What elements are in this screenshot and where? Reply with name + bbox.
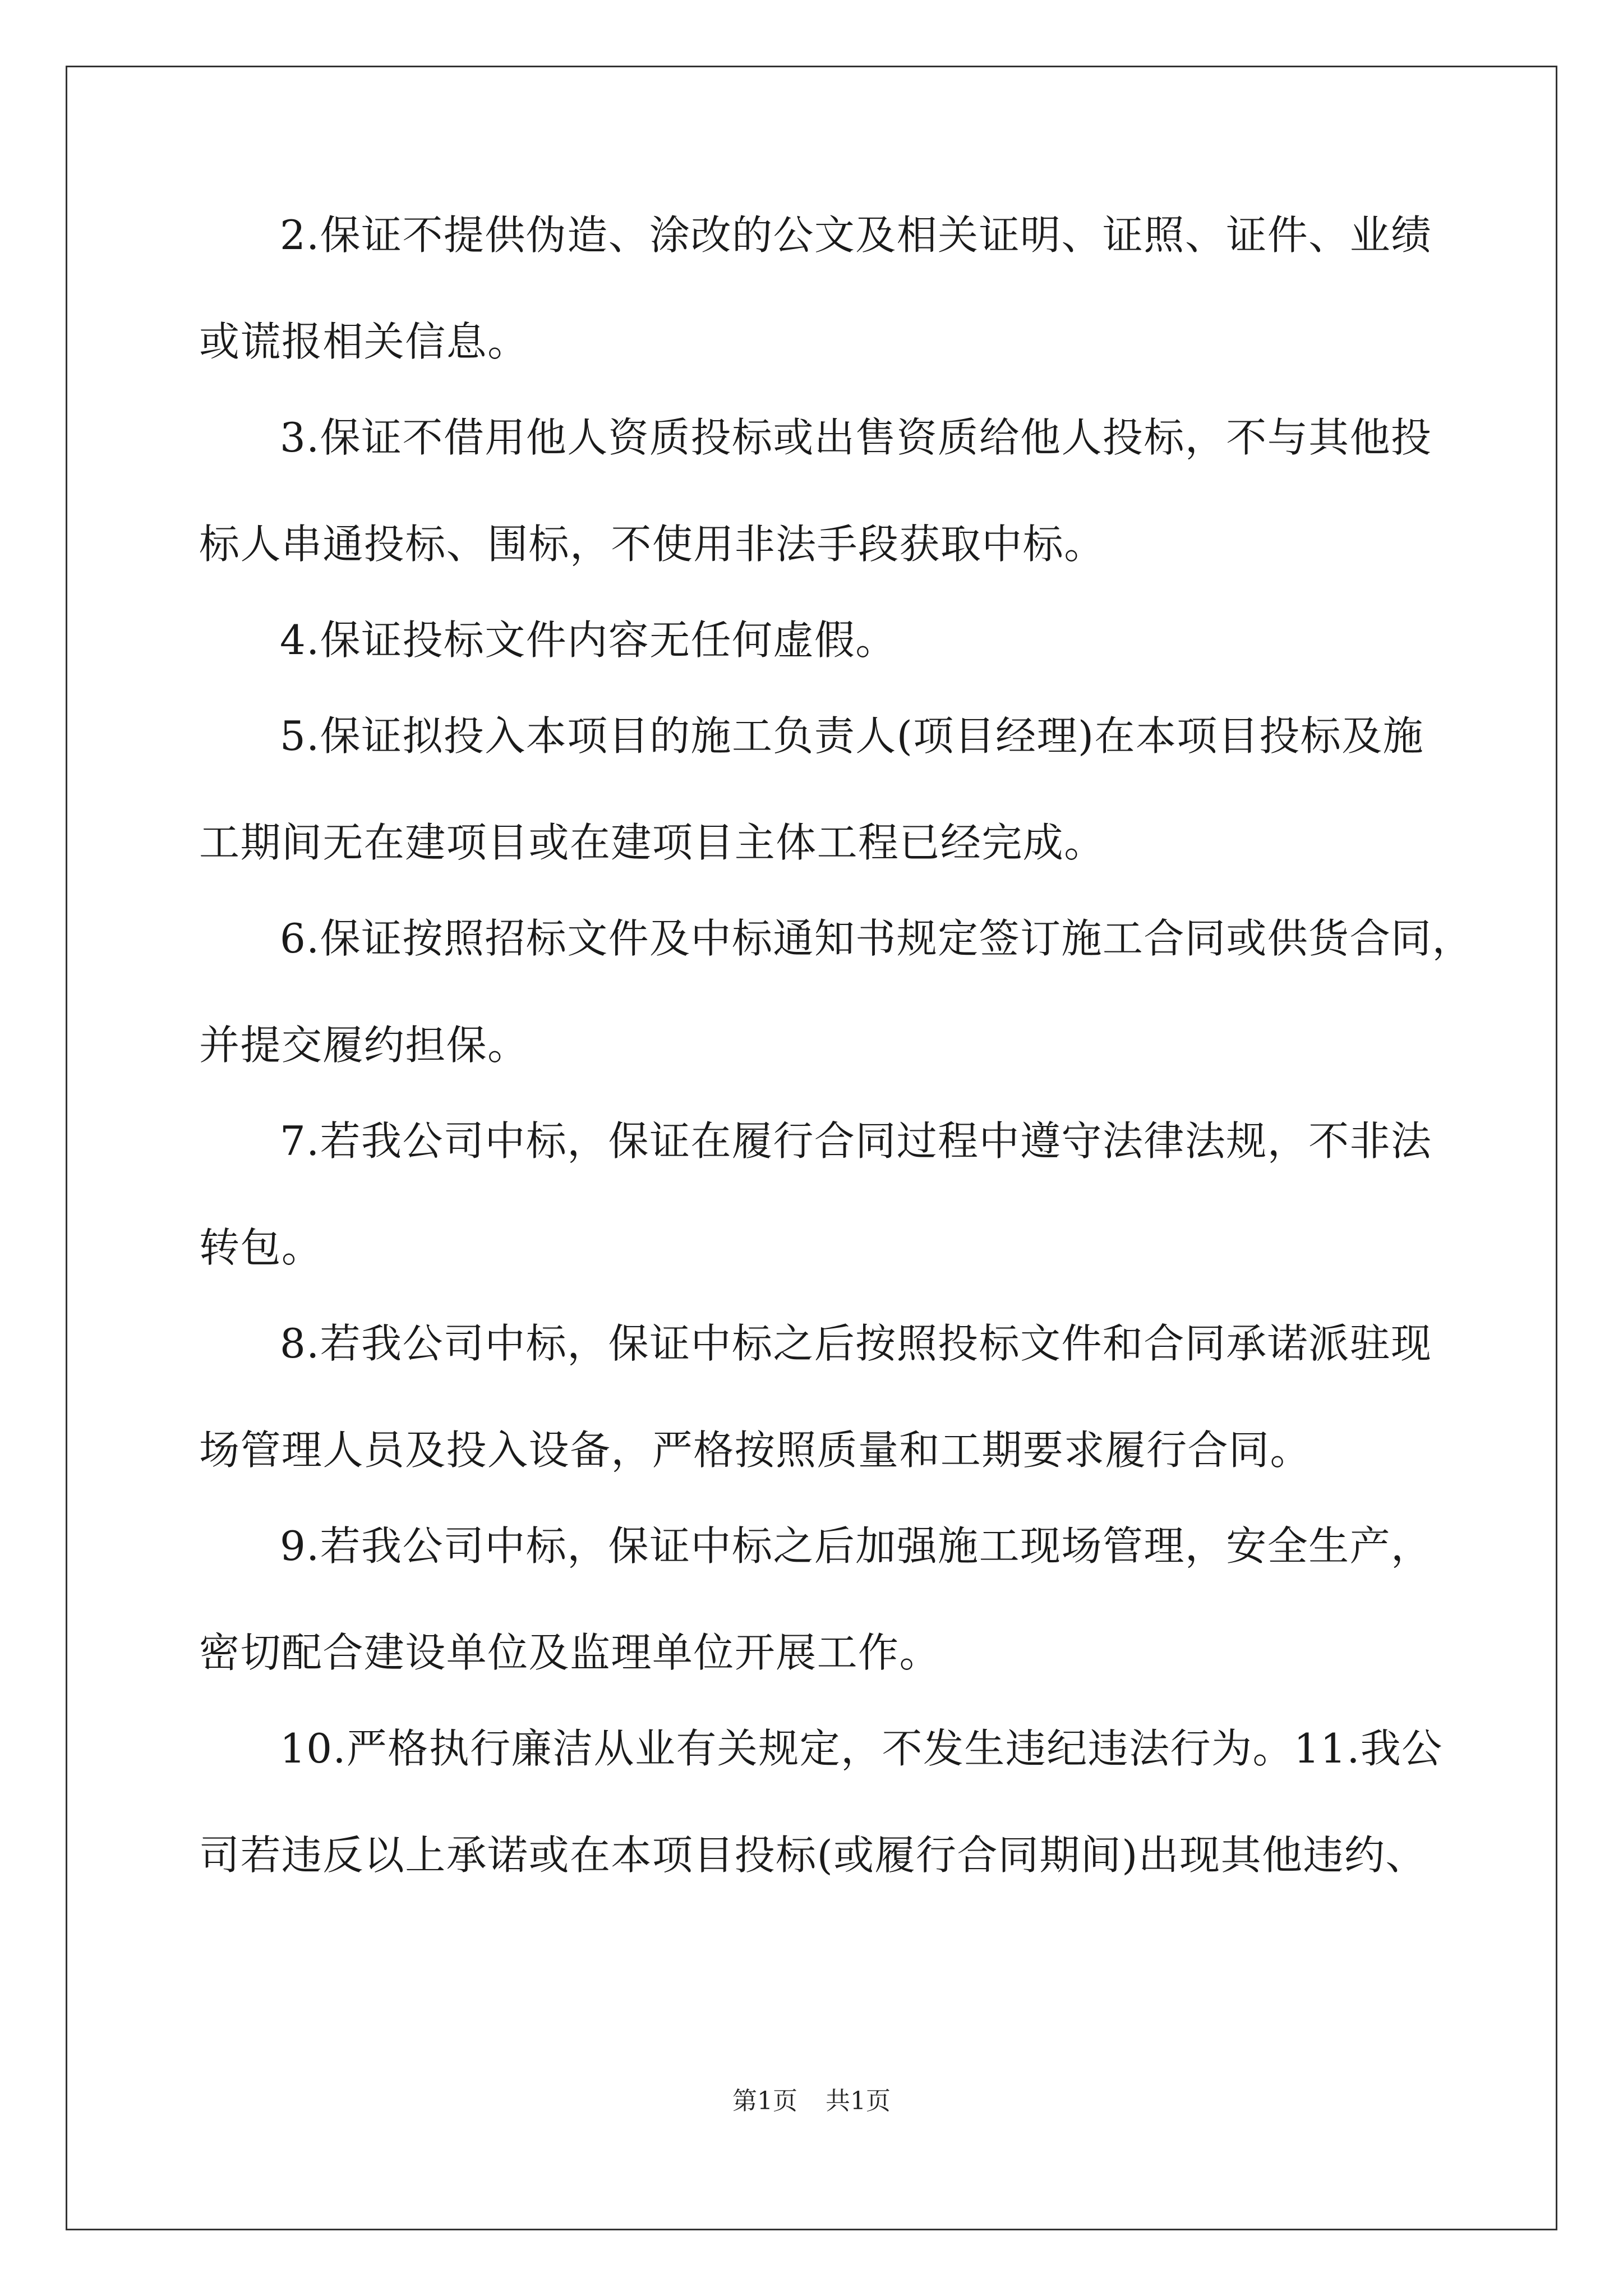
paragraph-item-7 [199,1115,1455,1274]
paragraph-line: 并提交履约担保。 [199,1022,529,1069]
paragraph-line: 3.保证不借用他人资质投标或出售资质给他人投标，不与其他投 [280,414,1432,461]
paragraph-line: 转包。 [199,1224,323,1271]
paragraph-item-5 [199,710,1455,869]
paragraph-line: 2.保证不提供伪造、涂改的公文及相关证明、证照、证件、业绩 [280,211,1432,259]
paragraph-line: 6.保证按照招标文件及中标通知书规定签订施工合同或供货合同， [280,915,1473,962]
paragraph-line: 7.若我公司中标，保证在履行合同过程中遵守法律法规，不非法 [280,1117,1432,1165]
page-number-total: 共1页 [826,2087,891,2115]
paragraph-line: 或谎报相关信息。 [199,318,529,365]
paragraph-item-6 [199,912,1473,1072]
paragraph-item-2 [199,209,1455,369]
paragraph-line: 4.保证投标文件内容无任何虚假。 [280,616,897,664]
page-number-current: 第1页 [732,2087,797,2115]
paragraph-item-3 [199,411,1455,571]
paragraph-line: 8.若我公司中标，保证中标之后按照投标文件和合同承诺派驻现 [280,1320,1432,1367]
paragraph-line: 9.若我公司中标，保证中标之后加强施工现场管理，安全生产， [280,1522,1432,1570]
paragraph-line: 工期间无在建项目或在建项目主体工程已经完成。 [199,819,1105,866]
paragraph-item-4 [199,614,1455,667]
paragraph-line: 场管理人员及投入设备，严格按照质量和工期要求履行合同。 [199,1427,1311,1474]
paragraph-line: 密切配合建设单位及监理单位开展工作。 [199,1629,940,1676]
page-footer [0,2085,1623,2118]
paragraph-item-9 [199,1520,1455,1680]
paragraph-line: 5.保证拟投入本项目的施工负责人(项目经理)在本项目投标及施 [280,712,1424,760]
paragraph-line: 标人串通投标、围标，不使用非法手段获取中标。 [199,521,1105,568]
paragraph-line: 司若违反以上承诺或在本项目投标(或履行合同期间)出现其他违约、 [199,1832,1427,1879]
paragraph-line: 10.严格执行廉洁从业有关规定，不发生违纪违法行为。11.我公 [280,1725,1443,1772]
paragraph-item-8 [199,1317,1455,1477]
paragraph-item-10 [199,1722,1455,1882]
document-body [199,209,1473,1925]
